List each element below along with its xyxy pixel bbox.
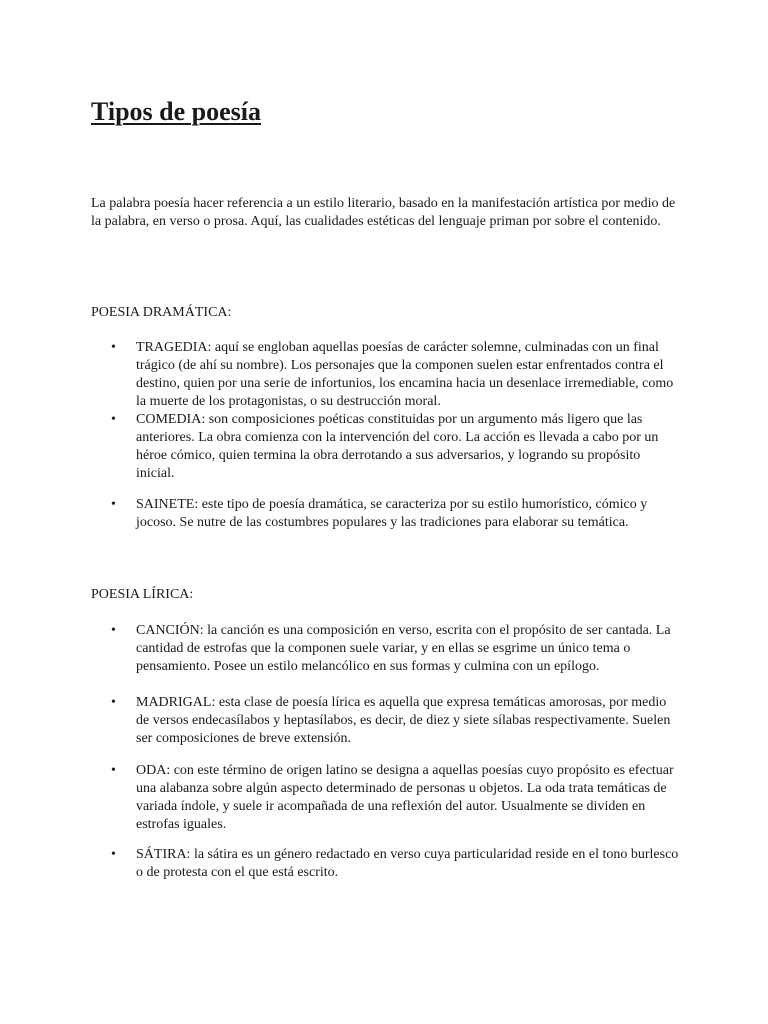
bullet-icon: •	[111, 623, 116, 638]
section-heading-dramatica: POESIA DRAMÁTICA:	[91, 305, 232, 320]
list-item-sainete	[111, 496, 682, 532]
list-item-text: SÁTIRA: la sátira es un género redactado en verso cuya particularidad reside en el tono burlesco o de protesta con el que está escrito.	[136, 847, 679, 880]
section-heading-lirica: POESIA LÍRICA:	[91, 587, 194, 602]
list-item-satira	[111, 846, 682, 882]
list-item-madrigal	[111, 694, 682, 748]
list-item-comedia	[111, 411, 682, 483]
list-item-oda	[111, 762, 682, 834]
list-item-text: MADRIGAL: esta clase de poesía lírica es aquella que expresa temáticas amorosas, por medio de versos endecasílabos y heptasílabos, es decir, de diez y siete sílabas respectivamente. Suelen ser composiciones de breve extensión.	[136, 695, 671, 746]
bullet-icon: •	[111, 695, 116, 710]
bullet-icon: •	[111, 847, 116, 862]
list-item-cancion	[111, 622, 682, 676]
document-title: Tipos de poesía	[91, 97, 262, 126]
bullet-icon: •	[111, 763, 116, 778]
list-item-text: COMEDIA: son composiciones poéticas constituidas por un argumento más ligero que las anteriores. La obra comienza con la intervención del coro. La acción es llevada a cabo por un héroe cómico, quien termina la obra derrotando a sus adversarios, y logrando su propósito inicial.	[136, 412, 659, 481]
bullet-icon: •	[111, 340, 116, 355]
list-item-text: ODA: con este término de origen latino se designa a aquellas poesías cuyo propósito es efectuar una alabanza sobre algún aspecto determinado de personas u objetos. La oda trata temáticas de variada índole, y suele ir acompañada de una reflexión del autor. Usualmente se dividen en estrofas iguales.	[136, 763, 674, 832]
intro-paragraph: La palabra poesía hacer referencia a un estilo literario, basado en la manifestación artística por medio de la palabra, en verso o prosa. Aquí, las cualidades estéticas del lenguaje priman por sobre el contenido.	[91, 196, 676, 229]
list-item-tragedia	[111, 339, 682, 411]
list-item-text: SAINETE: este tipo de poesía dramática, se caracteriza por su estilo humorístico, cómico y jocoso. Se nutre de las costumbres populares y las tradiciones para elaborar su temática.	[136, 497, 648, 530]
list-item-text: CANCIÓN: la canción es una composición en verso, escrita con el propósito de ser cantada. La cantidad de estrofas que la componen suele variar, y en ellas se esgrime un único tema o pensamiento. Posee un estilo melancólico en sus formas y culmina con un epílogo.	[136, 623, 671, 674]
bullet-icon: •	[111, 412, 116, 427]
list-item-text: TRAGEDIA: aquí se engloban aquellas poesías de carácter solemne, culminadas con un final trágico (de ahí su nombre). Los personajes que la componen suelen estar enfrentados contra el destino, quien por una serie de infortunios, los encamina hacia un desenlace irremediable, como la muerte de los protagonistas, o su destrucción moral.	[136, 340, 674, 409]
bullet-icon: •	[111, 497, 116, 512]
